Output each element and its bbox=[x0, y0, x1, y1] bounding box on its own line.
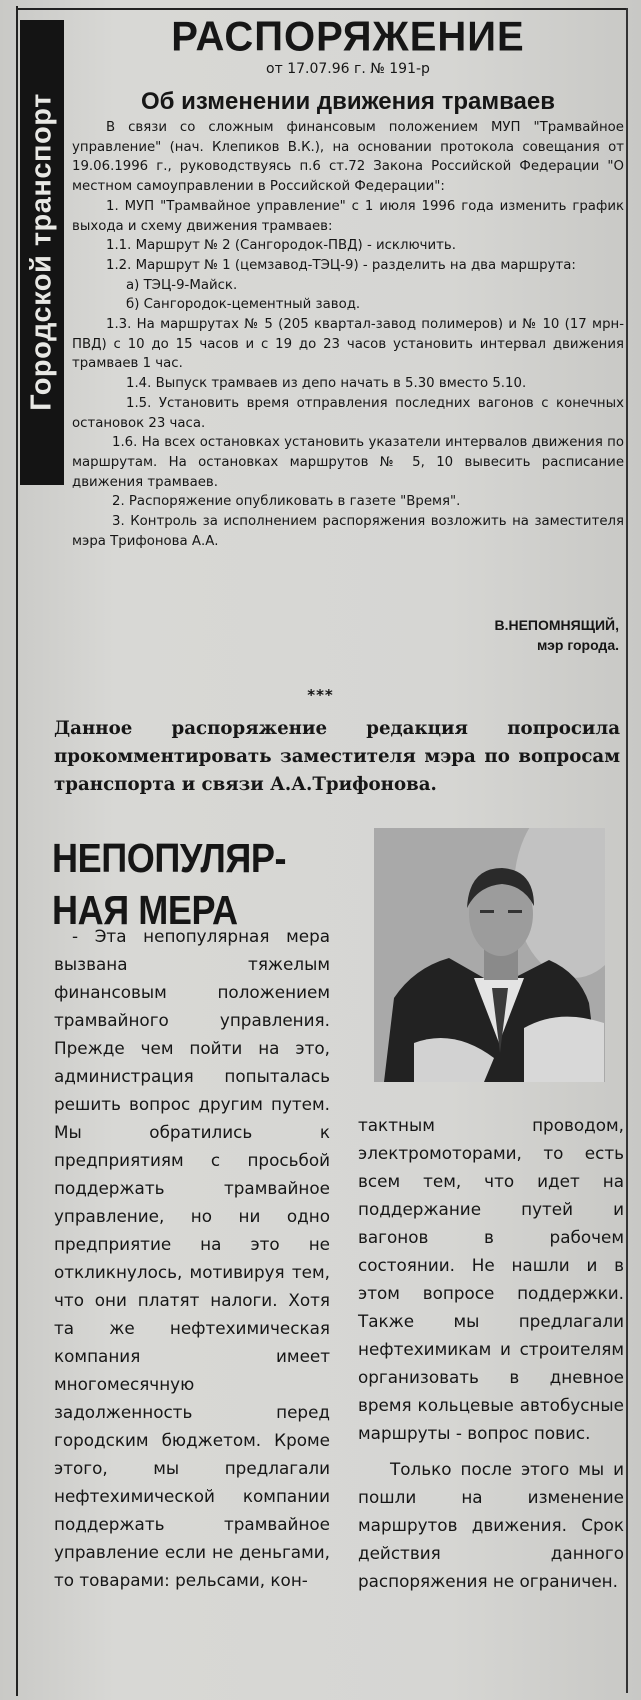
article-column-left bbox=[54, 922, 330, 1594]
decree-paragraph: 1.6. На всех остановках установить указатели интервалов движения по маршрутам. На остановках маршрутов № 5, 10 вывесить расписание движения трамваев. bbox=[72, 435, 624, 490]
section-separator: *** bbox=[307, 686, 334, 704]
decree-paragraph: 2. Распоряжение опубликовать в газете "Время". bbox=[112, 494, 461, 510]
decree-heading: Об изменении движения трамваев bbox=[141, 88, 555, 115]
portrait-photo-illustration bbox=[374, 828, 605, 1082]
article-headline-line: НЕПОПУЛЯР- bbox=[52, 835, 287, 881]
decree-paragraph: а) ТЭЦ-9-Майск. bbox=[126, 277, 238, 293]
article-headline bbox=[52, 832, 316, 936]
decree-paragraph: 1.1. Маршрут № 2 (Сангородок-ПВД) - исключить. bbox=[106, 238, 456, 254]
article-headline-line: НАЯ МЕРА bbox=[52, 887, 238, 933]
section-rubric-label: Городской транспорт bbox=[25, 93, 58, 411]
portrait-photo bbox=[374, 828, 605, 1082]
article-text: тактным проводом, электромоторами, то есть всем тем, что идет на поддержание путей и вагонов в рабочем состоянии. Не нашли и в этом вопросе поддержки. Также мы предлагали нефтехимикам и строителям организовать в дневное время кольцевые автобусные маршруты - вопрос повис. bbox=[358, 1115, 624, 1443]
decree-block bbox=[72, 14, 624, 551]
signature-block bbox=[494, 615, 619, 655]
decree-paragraph: 1.3. На маршрутах № 5 (205 квартал-завод полимеров) и № 10 (17 мрн-ПВД) с 10 до 15 часов и с 19 до 23 часов установить интервал движения трамваев 1 час. bbox=[72, 317, 624, 372]
decree-paragraph: 1. МУП "Трамвайное управление" с 1 июля 1996 года изменить график выхода и схему движения трамваев: bbox=[72, 198, 624, 234]
decree-paragraph: б) Сангородок-цементный завод. bbox=[126, 297, 361, 313]
decree-title: РАСПОРЯЖЕНИЕ bbox=[171, 13, 525, 61]
signature-role: мэр города. bbox=[536, 637, 619, 653]
signature-name: В.НЕПОМНЯЩИЙ, bbox=[494, 617, 619, 633]
decree-paragraph: В связи со сложным финансовым положением МУП "Трамвайное управление" (нач. Клепиков В.К.), на основании протокола совещания от 19.06.1996 г., руководствуясь п.6 ст.72 Закона Российской Федерации "О местном самоуправлении в Российской Федерации": bbox=[72, 120, 624, 195]
decree-paragraph: 1.2. Маршрут № 1 (цемзавод-ТЭЦ-9) - разделить на два маршрута: bbox=[106, 257, 576, 273]
decree-date: от 17.07.96 г. № 191-р bbox=[266, 61, 430, 77]
decree-body bbox=[72, 118, 624, 551]
decree-paragraph: 3. Контроль за исполнением распоряжения возложить на заместителя мэра Трифонова А.А. bbox=[72, 514, 624, 549]
lead-paragraph: Данное распоряжение редакция попросила прокомментировать заместителя мэра по вопросам транспорта и связи А.А.Трифонова. bbox=[54, 718, 620, 795]
decree-paragraph: 1.5. Установить время отправления последних вагонов с конечных остановок 23 часа. bbox=[72, 395, 624, 431]
article-text: Только после этого мы и пошли на изменение маршрутов движения. Срок действия данного распоряжения не ограничен. bbox=[358, 1459, 624, 1591]
article-column-right bbox=[358, 1111, 624, 1595]
decree-paragraph: 1.4. Выпуск трамваев из депо начать в 5.30 вместо 5.10. bbox=[126, 376, 527, 392]
article-text: - Эта непопулярная мера вызвана тяжелым финансовым положением трамвайного управления. Прежде чем пойти на это, администрация попыталась решить вопрос другим путем. Мы обратились к предприятиям с просьбой поддержать трамвайное управление, но ни одно предприятие на это не откликнулось, мотивируя тем, что они платят налоги. Хотя та же нефтехимическая компания имеет многомесячную задолженность перед городским бюджетом. Кроме этого, мы предлагали нефтехимической компании поддержать трамвайное управление если не деньгами, то товарами: рельсами, кон- bbox=[54, 926, 330, 1590]
right-border bbox=[626, 8, 628, 1693]
